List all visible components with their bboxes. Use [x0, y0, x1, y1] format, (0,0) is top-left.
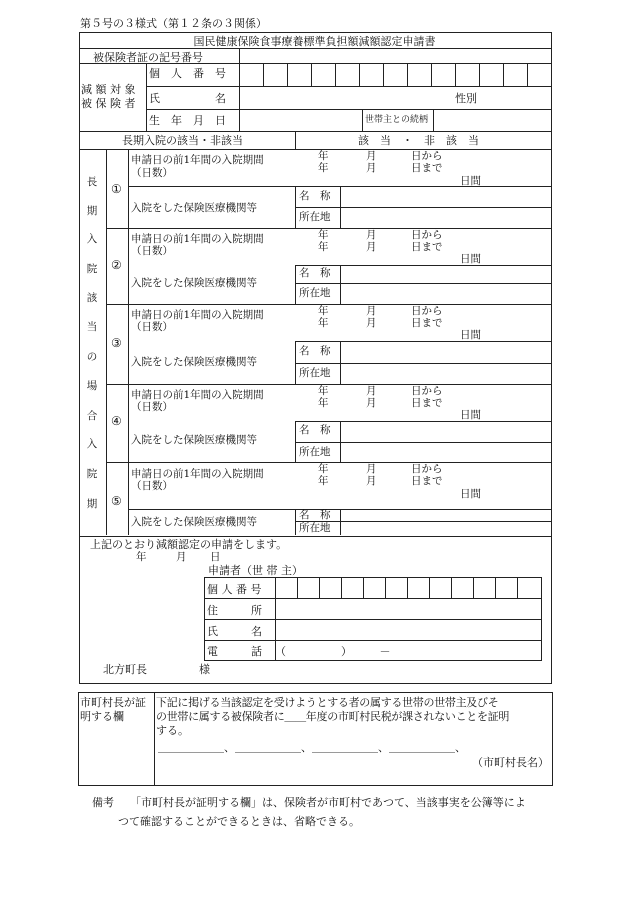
to-year: 年	[318, 397, 329, 409]
applicant-label: 申請者（世 帯 主）	[208, 564, 303, 577]
side-char: 期	[86, 498, 98, 510]
from-year: 年	[318, 463, 329, 475]
gender-field[interactable]	[485, 87, 549, 109]
applicant-number-field[interactable]	[276, 578, 540, 598]
date-day: 日	[210, 551, 221, 563]
to-year: 年	[318, 162, 329, 174]
inst-address-label: 所在地	[299, 367, 331, 379]
date-year: 年	[136, 551, 147, 563]
inst-name-label: 名 称	[299, 424, 331, 436]
inst-name-field[interactable]	[341, 422, 550, 441]
period-field[interactable]	[296, 229, 550, 264]
honorific: 様	[199, 663, 210, 676]
from-month: 月	[366, 305, 377, 317]
inst-name-field[interactable]	[341, 510, 550, 521]
to-day: 日まで	[411, 475, 443, 487]
applicant-phone-label: 電 話	[207, 645, 262, 658]
inst-address-field[interactable]	[341, 364, 550, 383]
form-title: 国民健康保険食事療養標準負担額減額認定申請書	[193, 35, 436, 48]
side-char: 入	[86, 233, 98, 245]
side-char: 院	[86, 468, 98, 480]
cert-mayor-name: （市町村長名）	[472, 756, 549, 769]
declaration-text: 上記のとおり減額認定の申請をします。	[90, 538, 288, 551]
insured-card-field[interactable]	[240, 49, 550, 63]
inst-address-label: 所在地	[299, 211, 331, 223]
from-year: 年	[318, 305, 329, 317]
side-label	[79, 149, 106, 535]
period-label-days: （日数）	[131, 245, 173, 257]
inst-address-label: 所在地	[299, 522, 331, 534]
entry-number: ①	[111, 182, 122, 196]
cert-text-1: 下記に掲げる当該認定を受けようとする者の属する世帯の世帯主及びそ	[156, 696, 499, 709]
days-label: 日間	[460, 329, 481, 341]
inst-address-field[interactable]	[341, 284, 550, 303]
applicant-phone-format: （ ） －	[275, 645, 391, 658]
to-year: 年	[318, 241, 329, 253]
institution-label: 入院をした保険医療機関等	[131, 434, 257, 446]
applicant-number-label: 個 人 番 号	[207, 583, 262, 596]
days-label: 日間	[460, 175, 481, 187]
subject-label-2: 被 保 険 者	[81, 97, 136, 110]
to-month: 月	[366, 241, 377, 253]
period-label-days: （日数）	[131, 167, 173, 179]
insured-card-label: 被保険者証の記号番号	[93, 51, 203, 64]
side-char: 長	[86, 176, 98, 188]
note-label: 備考	[92, 796, 114, 809]
inst-address-field[interactable]	[341, 208, 550, 227]
cert-label-1: 市町村長が証	[80, 696, 146, 709]
period-label-days: （日数）	[131, 401, 173, 413]
institution-label: 入院をした保険医療機関等	[131, 356, 257, 368]
inst-address-field[interactable]	[341, 443, 550, 461]
period-label: 申請日の前1年間の入院期間	[131, 389, 264, 401]
side-char: 当	[86, 321, 98, 333]
from-month: 月	[366, 463, 377, 475]
from-year: 年	[318, 385, 329, 397]
individual-number-label: 個 人 番 号	[149, 67, 226, 80]
institution-label: 入院をした保険医療機関等	[131, 516, 257, 528]
to-day: 日まで	[411, 397, 443, 409]
period-label-days: （日数）	[131, 321, 173, 333]
from-day: 日から	[411, 229, 443, 241]
side-char: 該	[86, 292, 98, 304]
period-label: 申請日の前1年間の入院期間	[131, 233, 264, 245]
period-label: 申請日の前1年間の入院期間	[131, 468, 264, 480]
note-line-2: つて確認することができるときは、省略できる。	[118, 815, 360, 828]
from-day: 日から	[411, 150, 443, 162]
period-label: 申請日の前1年間の入院期間	[131, 154, 264, 166]
institution-label: 入院をした保険医療機関等	[131, 202, 257, 214]
gender-label: 性別	[455, 92, 477, 105]
inst-address-label: 所在地	[299, 446, 331, 458]
period-field[interactable]	[296, 463, 550, 508]
days-label: 日間	[460, 253, 481, 265]
institution-label: 入院をした保険医療機関等	[131, 277, 257, 289]
applicant-name-field[interactable]	[276, 620, 540, 640]
inst-name-field[interactable]	[341, 342, 550, 362]
inst-name-label: 名 称	[299, 190, 331, 202]
to-month: 月	[366, 475, 377, 487]
side-char: 院	[86, 263, 98, 275]
from-month: 月	[366, 229, 377, 241]
cert-text-2: の世帯に属する被保険者に＿＿年度の市町村民税が課されないことを証明	[156, 710, 510, 723]
to-month: 月	[366, 317, 377, 329]
form-code: 第５号の３様式（第１２条の３関係）	[80, 17, 267, 30]
applicant-phone-field[interactable]	[276, 641, 540, 659]
applicant-address-label: 住 所	[207, 604, 262, 617]
inst-name-field[interactable]	[341, 187, 550, 206]
period-field[interactable]	[296, 385, 550, 420]
relation-field[interactable]	[434, 110, 550, 130]
entry-number: ⑤	[111, 494, 122, 508]
inst-name-field[interactable]	[341, 266, 550, 283]
note-line-1: 「市町村長が証明する欄」は、保険者が市町村であつて、当該事実を公簿等によ	[130, 796, 526, 809]
entry-number: ③	[111, 336, 122, 350]
side-char: 合	[86, 410, 98, 422]
from-day: 日から	[411, 305, 443, 317]
to-month: 月	[366, 397, 377, 409]
inst-name-label: 名 称	[299, 345, 331, 357]
relation-label: 世帯主との続柄	[365, 115, 429, 125]
applicant-address-field[interactable]	[276, 599, 540, 619]
from-day: 日から	[411, 385, 443, 397]
period-field[interactable]	[296, 150, 550, 185]
side-char: 入	[86, 438, 98, 450]
side-char: 期	[86, 205, 98, 217]
period-label-days: （日数）	[131, 480, 173, 492]
subject-label-1: 減 額 対 象	[81, 83, 136, 96]
days-label: 日間	[460, 488, 481, 500]
to-day: 日まで	[411, 241, 443, 253]
mayor-addressee: 北方町長	[103, 663, 147, 676]
cert-blanks[interactable]: ＿＿＿＿＿＿、＿＿＿＿＿＿、＿＿＿＿＿＿、＿＿＿＿＿＿、	[158, 741, 466, 754]
applicant-name-label: 氏 名	[207, 625, 262, 638]
inst-name-label: 名 称	[299, 509, 331, 521]
to-month: 月	[366, 162, 377, 174]
birthdate-field[interactable]	[240, 110, 362, 130]
from-month: 月	[366, 150, 377, 162]
inst-name-label: 名 称	[299, 267, 331, 279]
cert-label-2: 明する欄	[80, 710, 124, 723]
days-label: 日間	[460, 409, 481, 421]
to-year: 年	[318, 475, 329, 487]
birthdate-label: 生 年 月 日	[149, 114, 226, 127]
application-date-field[interactable]	[145, 550, 225, 564]
name-label: 氏 名	[149, 92, 226, 105]
entry-number: ④	[111, 414, 122, 428]
entry-number: ②	[111, 258, 122, 272]
to-year: 年	[318, 317, 329, 329]
inst-address-label: 所在地	[299, 287, 331, 299]
to-day: 日まで	[411, 317, 443, 329]
side-char: 場	[86, 380, 98, 392]
to-day: 日まで	[411, 162, 443, 174]
period-field[interactable]	[296, 305, 550, 340]
long-stay-label: 長期入院の該当・非該当	[122, 134, 243, 147]
date-month: 月	[176, 551, 187, 563]
side-char: の	[86, 351, 98, 363]
from-year: 年	[318, 229, 329, 241]
cert-text-3: する。	[156, 724, 189, 737]
long-stay-options[interactable]: 該 当 ・ 非 該 当	[358, 134, 479, 147]
inst-address-field[interactable]	[341, 522, 550, 534]
from-month: 月	[366, 385, 377, 397]
from-year: 年	[318, 150, 329, 162]
period-label: 申請日の前1年間の入院期間	[131, 309, 264, 321]
subject-name-field[interactable]	[240, 87, 450, 109]
from-day: 日から	[411, 463, 443, 475]
